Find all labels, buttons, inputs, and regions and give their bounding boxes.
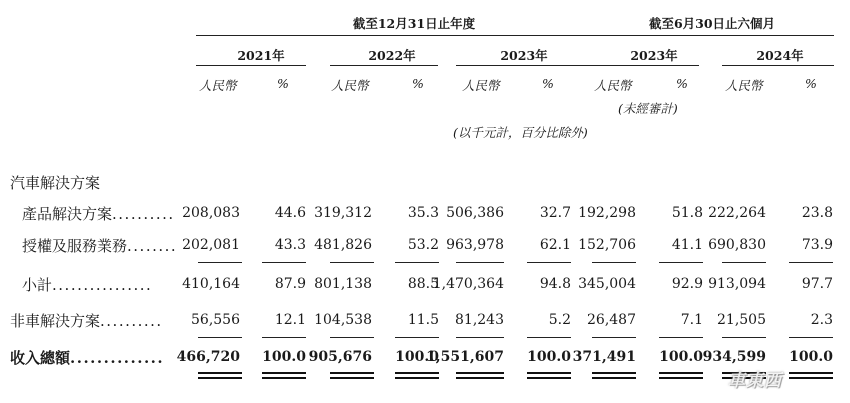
cell-2022-amount: 801,138 [314, 276, 372, 292]
cell-2022-percent: 53.2 [407, 237, 439, 253]
watermark-logo: 車東西 [728, 371, 782, 391]
year-header-2023: 2023年 [500, 48, 548, 63]
total-rule [527, 337, 571, 338]
cell-2022-amount: 319,312 [314, 205, 372, 221]
currency-label: 人民幣 [199, 78, 237, 93]
cell-2024h1-amount: 934,599 [702, 349, 766, 365]
cell-2021-amount: 56,556 [191, 312, 240, 328]
row-label-non-vehicle-solutions: 非車解決方案.......... [10, 312, 163, 330]
cell-2023-amount: 81,243 [455, 312, 504, 328]
year-rule-2022 [330, 65, 438, 66]
total-rule [722, 337, 766, 338]
cell-2023h1-amount: 345,004 [578, 276, 636, 292]
cell-2023-amount: 1,551,607 [426, 349, 504, 365]
currency-label: 人民幣 [462, 78, 500, 93]
subtotal-rule [592, 262, 636, 263]
percent-label: % [805, 76, 817, 91]
double-rule [659, 372, 703, 379]
double-rule [456, 372, 504, 379]
cell-2022-percent: 100.0 [395, 349, 439, 365]
cell-2021-percent: 44.6 [274, 205, 306, 221]
double-rule [527, 372, 571, 379]
cell-2021-amount: 208,083 [182, 205, 240, 221]
cell-2023h1-percent: 100.0 [659, 349, 703, 365]
cell-2021-percent: 100.0 [262, 349, 306, 365]
total-rule [789, 337, 833, 338]
subtotal-rule [659, 262, 703, 263]
cell-2023-amount: 1,470,364 [432, 276, 504, 292]
cell-2021-percent: 43.3 [274, 237, 306, 253]
currency-label: 人民幣 [725, 78, 763, 93]
unaudited-note: (未經審計) [618, 101, 678, 116]
group-rule-interim [591, 35, 834, 36]
cell-2022-amount: 104,538 [314, 312, 372, 328]
cell-2023-percent: 62.1 [539, 237, 571, 253]
cell-2023h1-amount: 371,491 [572, 349, 636, 365]
row-label-licensing-services: 授權及服務業務........ [22, 237, 178, 255]
currency-label: 人民幣 [594, 78, 632, 93]
cell-2023-percent: 94.8 [539, 276, 571, 292]
double-rule [262, 372, 306, 379]
cell-2021-amount: 410,164 [182, 276, 240, 292]
cell-2021-percent: 12.1 [274, 312, 306, 328]
cell-2022-amount: 905,676 [308, 349, 372, 365]
subtotal-rule [198, 262, 242, 263]
group-header-annual: 截至12月31日止年度 [352, 16, 476, 31]
subtotal-rule [456, 262, 504, 263]
year-header-2022: 2022年 [368, 48, 416, 63]
total-rule [395, 337, 439, 338]
double-rule [198, 372, 242, 379]
subtotal-rule [722, 262, 766, 263]
total-rule [456, 337, 504, 338]
cell-2022-percent: 35.3 [407, 205, 439, 221]
percent-label: % [542, 76, 554, 91]
cell-2024h1-percent: 100.0 [789, 349, 833, 365]
double-rule [330, 372, 374, 379]
cell-2023h1-amount: 152,706 [578, 237, 636, 253]
row-label-product-solutions: 產品解決方案.......... [22, 205, 175, 223]
cell-2023h1-percent: 51.8 [671, 205, 703, 221]
year-header-2023-h1: 2023年 [630, 48, 678, 63]
cell-2023-amount: 963,978 [446, 237, 504, 253]
year-rule-2024-h1 [722, 65, 834, 66]
cell-2021-percent: 87.9 [274, 276, 306, 292]
cell-2024h1-percent: 23.8 [801, 205, 833, 221]
cell-2023h1-percent: 41.1 [671, 237, 703, 253]
row-label-total-revenue: 收入總額.............. [10, 349, 165, 367]
unit-note: (以千元計，百分比除外) [453, 125, 588, 140]
total-rule [262, 337, 306, 338]
cell-2023h1-percent: 92.9 [671, 276, 703, 292]
cell-2022-amount: 481,826 [314, 237, 372, 253]
cell-2023-percent: 32.7 [539, 205, 571, 221]
cell-2022-percent: 11.5 [407, 312, 439, 328]
total-rule [330, 337, 374, 338]
cell-2023h1-percent: 7.1 [680, 312, 703, 328]
cell-2023h1-amount: 192,298 [578, 205, 636, 221]
cell-2023-amount: 506,386 [446, 205, 504, 221]
percent-label: % [277, 76, 289, 91]
total-rule [592, 337, 636, 338]
cell-2024h1-percent: 2.3 [810, 312, 833, 328]
cell-2023h1-amount: 26,487 [587, 312, 636, 328]
cell-2024h1-percent: 73.9 [801, 237, 833, 253]
row-label-subtotal: 小計................ [22, 276, 153, 294]
cell-2023-percent: 5.2 [548, 312, 571, 328]
double-rule [592, 372, 636, 379]
cell-2024h1-percent: 97.7 [801, 276, 833, 292]
year-rule-2023-h1 [591, 65, 699, 66]
section-title-vehicle-solutions: 汽車解決方案 [10, 174, 101, 192]
year-header-2021: 2021年 [237, 48, 285, 63]
cell-2024h1-amount: 690,830 [708, 237, 766, 253]
group-header-interim: 截至6月30日止六個月 [648, 16, 776, 31]
subtotal-rule [395, 262, 439, 263]
percent-label: % [676, 76, 688, 91]
subtotal-rule [527, 262, 571, 263]
cell-2024h1-amount: 913,094 [708, 276, 766, 292]
cell-2021-amount: 202,081 [182, 237, 240, 253]
group-rule-annual [196, 35, 634, 36]
cell-2024h1-amount: 222,264 [708, 205, 766, 221]
cell-2024h1-amount: 21,505 [717, 312, 766, 328]
total-rule [659, 337, 703, 338]
subtotal-rule [789, 262, 833, 263]
currency-label: 人民幣 [331, 78, 369, 93]
year-header-2024-h1: 2024年 [756, 48, 804, 63]
cell-2021-amount: 466,720 [176, 349, 240, 365]
year-rule-2021 [196, 65, 306, 66]
subtotal-rule [330, 262, 374, 263]
total-rule [198, 337, 242, 338]
double-rule [395, 372, 439, 379]
percent-label: % [412, 76, 424, 91]
cell-2022-percent: 88.5 [407, 276, 439, 292]
subtotal-rule [262, 262, 306, 263]
cell-2023-percent: 100.0 [527, 349, 571, 365]
